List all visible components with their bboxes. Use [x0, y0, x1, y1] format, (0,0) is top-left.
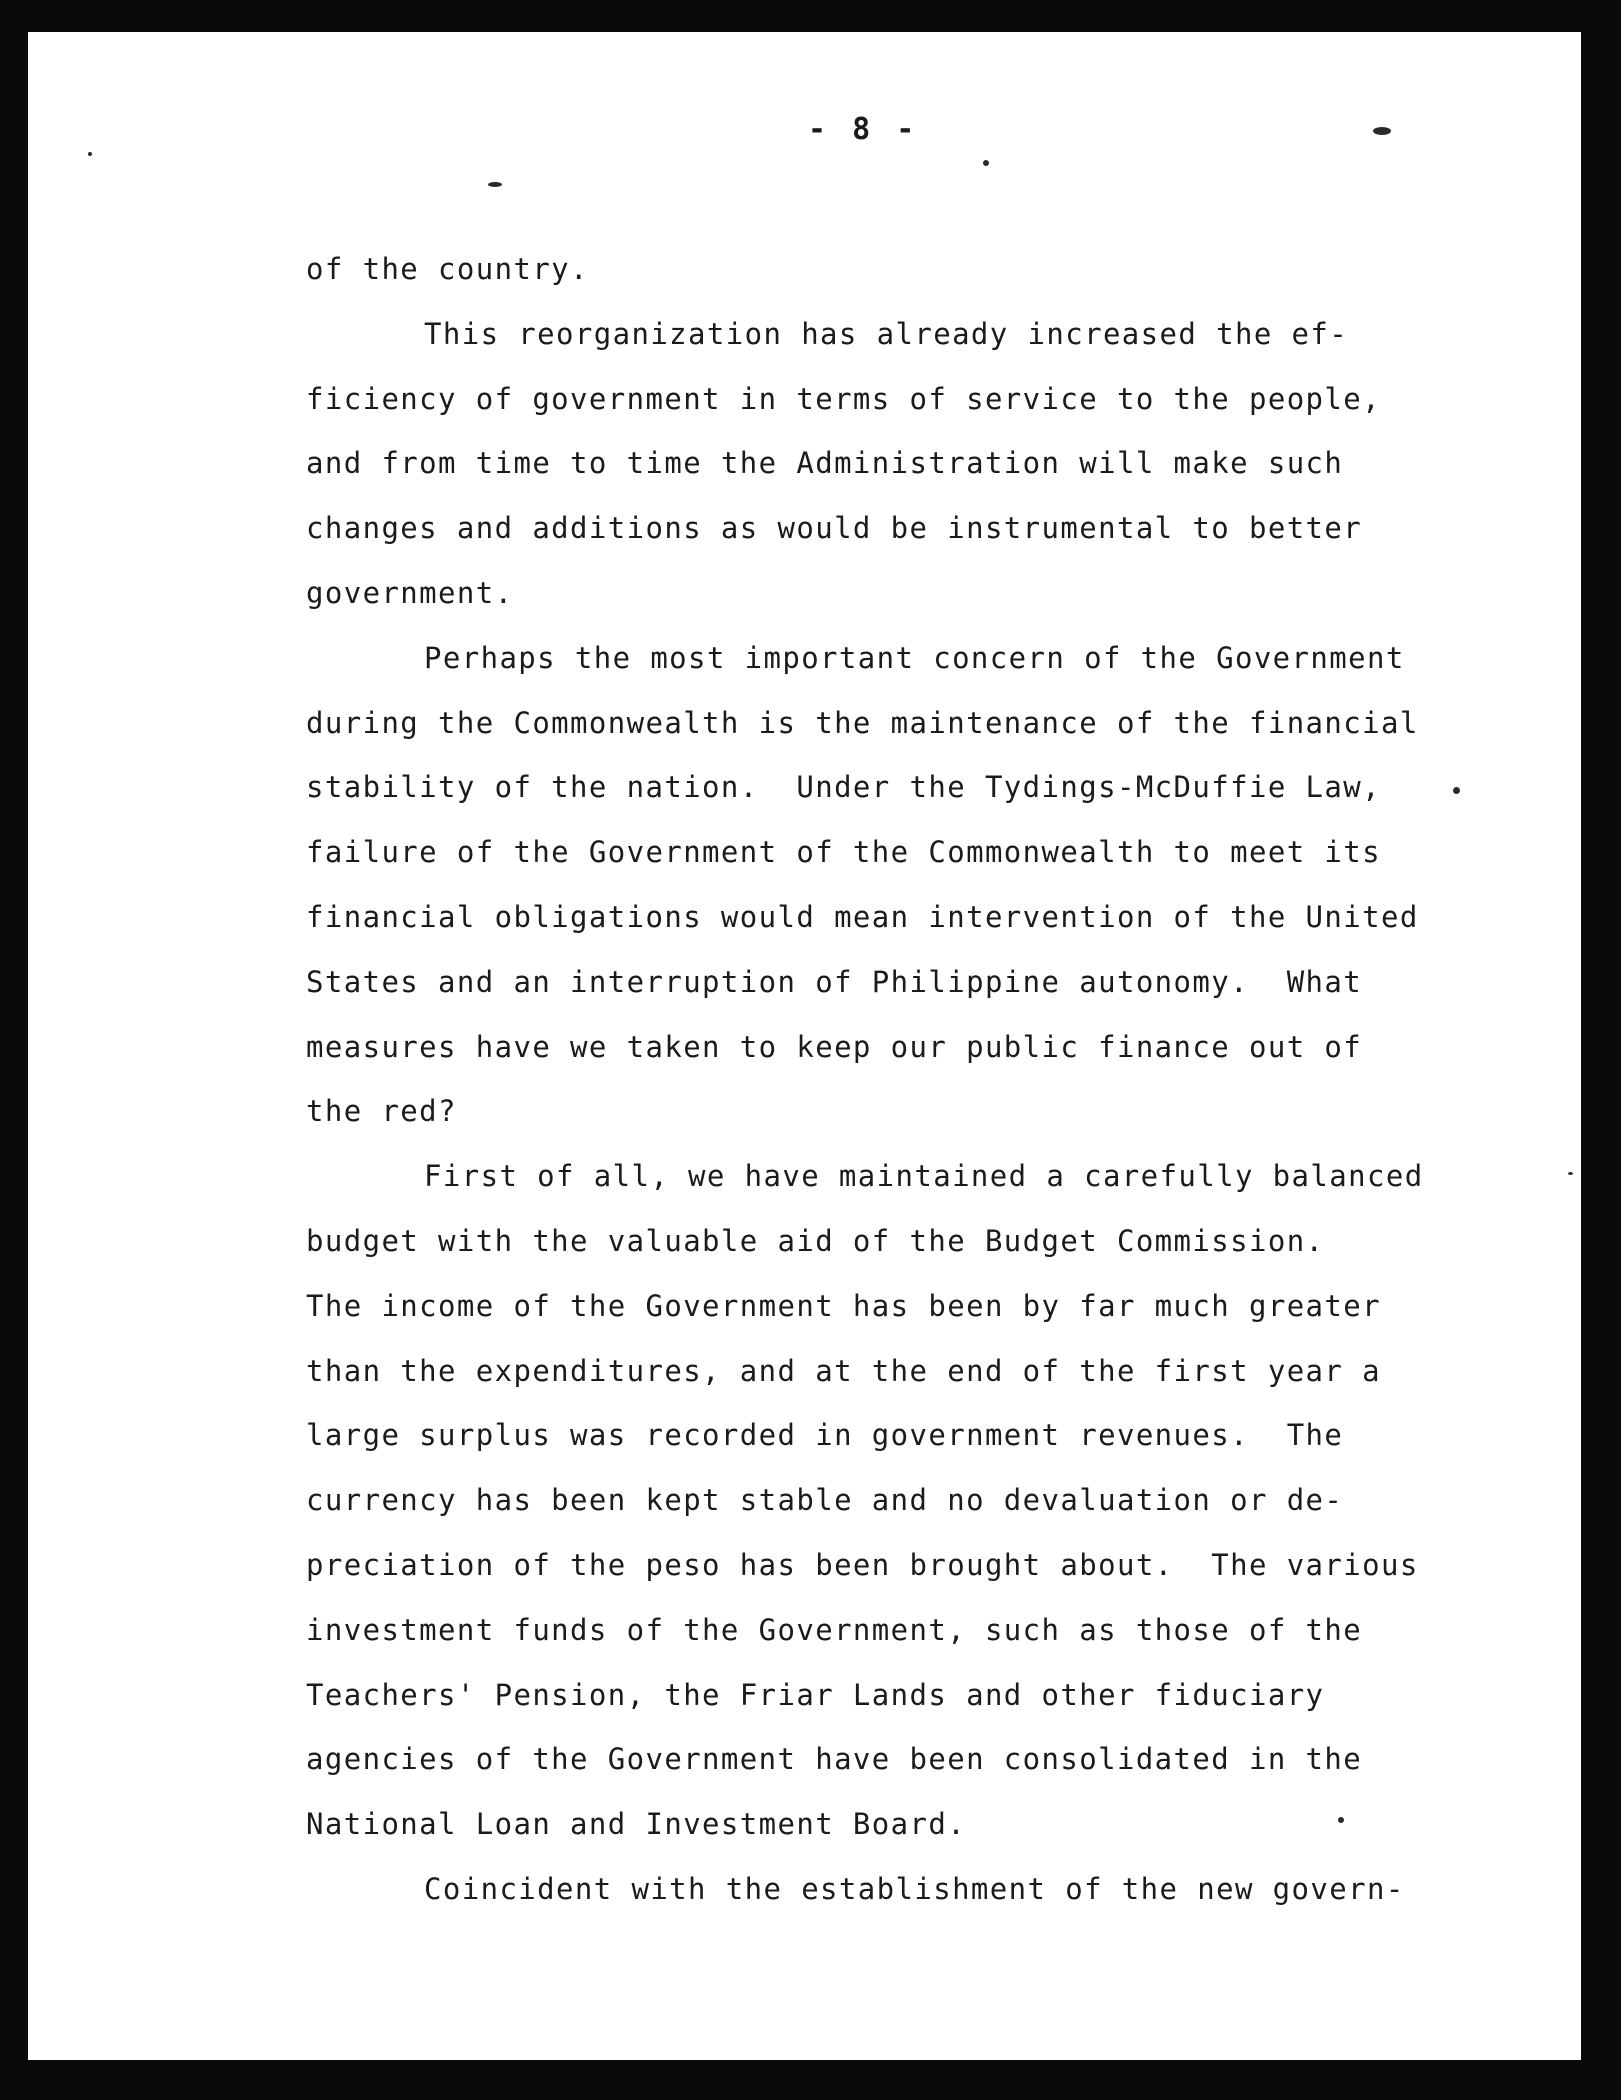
- text-line: the red?: [306, 1094, 457, 1129]
- text-line: States and an interruption of Philippine autonomy. What: [306, 964, 1363, 999]
- text-line: financial obligations would mean intervention of the United: [306, 899, 1419, 934]
- text-line: failure of the Government of the Commonwealth to meet its: [306, 835, 1381, 870]
- page-number: - 8 -: [808, 112, 919, 147]
- text-line: investment funds of the Government, such as those of the: [306, 1612, 1363, 1647]
- text-line: The income of the Government has been by far much greater: [306, 1288, 1381, 1323]
- text-line: ficiency of government in terms of service to the people,: [306, 381, 1381, 416]
- text-line: large surplus was recorded in government revenues. The: [306, 1418, 1344, 1453]
- scan-speck: [983, 160, 989, 166]
- text-line: budget with the valuable aid of the Budget Commission.: [306, 1223, 1325, 1258]
- text-line: than the expenditures, and at the end of the first year a: [306, 1353, 1381, 1388]
- scan-speck: [1373, 127, 1391, 135]
- text-line: stability of the nation. Under the Tydings-McDuffie Law,: [306, 770, 1381, 805]
- text-line: preciation of the peso has been brought about. The various: [306, 1547, 1419, 1582]
- paragraph-start-line: Coincident with the establishment of the new govern-: [424, 1871, 1405, 1906]
- text-line: Teachers' Pension, the Friar Lands and other fiduciary: [306, 1677, 1325, 1712]
- text-line: of the country.: [306, 252, 589, 286]
- paragraph-start-line: First of all, we have maintained a carefully balanced: [424, 1159, 1424, 1194]
- paragraph-start-line: This reorganization has already increased the ef-: [424, 316, 1349, 351]
- text-line: changes and additions as would be instrumental to better: [306, 511, 1363, 546]
- text-line: during the Commonwealth is the maintenance of the financial: [306, 705, 1419, 740]
- text-line: measures have we taken to keep our public finance out of: [306, 1029, 1363, 1064]
- scan-speck: [88, 152, 92, 156]
- text-line: agencies of the Government have been consolidated in the: [306, 1742, 1363, 1777]
- text-line: currency has been kept stable and no devaluation or de-: [306, 1483, 1344, 1518]
- text-line: National Loan and Investment Board.: [306, 1807, 967, 1842]
- scan-speck: [488, 182, 502, 187]
- paragraph-start-line: Perhaps the most important concern of the Government: [424, 640, 1405, 675]
- body-text: [306, 237, 1506, 1922]
- typewritten-page: [28, 32, 1581, 2060]
- text-line: government.: [306, 575, 514, 610]
- scan-speck: [1568, 1172, 1573, 1175]
- text-line: and from time to time the Administration will make such: [306, 446, 1344, 481]
